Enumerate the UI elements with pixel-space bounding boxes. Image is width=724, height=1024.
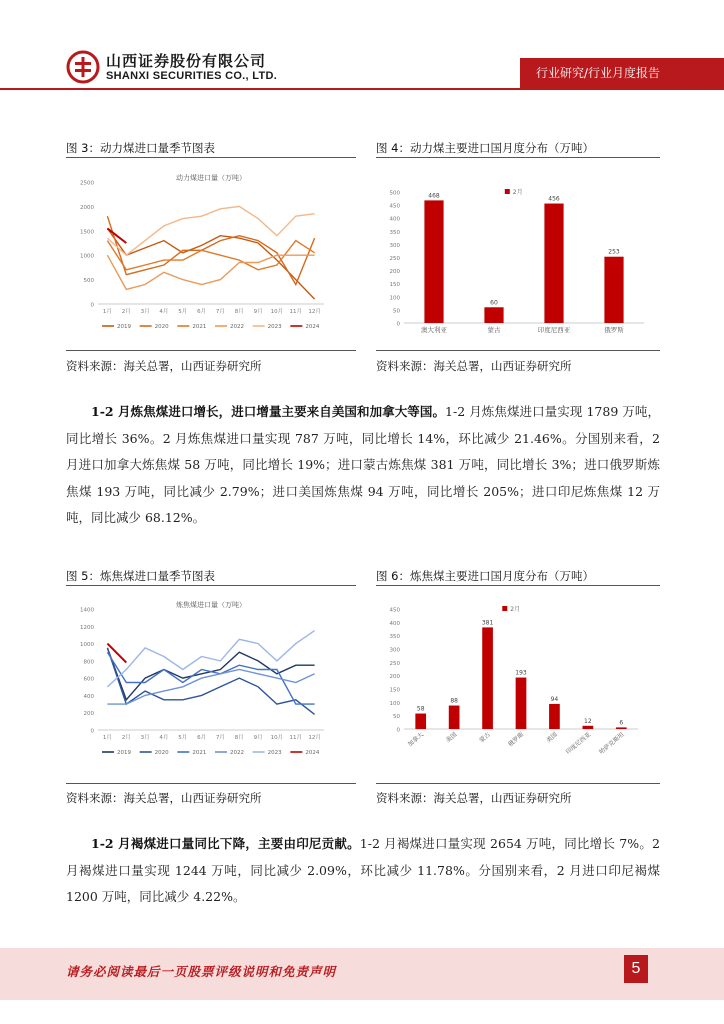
fig3-chart-title: 动力煤进口量（万吨）: [176, 174, 246, 182]
fig4-ytick-label: 100: [389, 295, 400, 302]
fig3-xtick-label: 4月: [159, 309, 169, 315]
fig6-legend-label: 2月: [510, 606, 521, 613]
fig4-category-label: 俄罗斯: [604, 326, 624, 334]
fig6-bar-value-label: 381: [481, 619, 494, 627]
fig4-ytick-label: 200: [389, 269, 400, 276]
fig3-ytick-label: 1000: [80, 253, 94, 260]
fig4-ytick-label: 450: [389, 203, 400, 210]
paragraph-coking-coal-lead: 1-2 月炼焦煤进口增长，进口增量主要来自美国和加拿大等国。: [91, 404, 446, 419]
fig3-source: 资料来源：海关总署，山西证券研究所: [66, 359, 262, 373]
fig6-bar: [549, 704, 560, 729]
fig3-ytick-label: 1500: [80, 229, 94, 236]
header-divider: [0, 88, 724, 90]
page-footer: [0, 948, 724, 1000]
fig6-bar-value-label: 6: [619, 719, 624, 727]
fig4-ytick-label: 350: [389, 229, 400, 236]
fig6-bar: [583, 726, 594, 729]
fig4-category-label: 澳大利亚: [421, 326, 447, 334]
fig4-bar: [424, 200, 443, 323]
fig5-xtick-label: 10月: [270, 735, 284, 741]
fig6-ytick-label: 100: [389, 700, 400, 707]
fig3-xtick-label: 6月: [197, 309, 207, 315]
company-name-en: SHANXI SECURITIES CO., LTD.: [106, 70, 278, 82]
fig4-bar: [484, 307, 503, 323]
fig4-category-label: 印度尼西亚: [537, 326, 571, 334]
company-logo-icon: [66, 50, 100, 84]
fig3-legend-label-2021: 2021: [192, 324, 207, 330]
fig5-legend-label-2024: 2024: [305, 750, 320, 756]
fig6-ytick-label: 400: [389, 620, 400, 627]
fig6-category-label: 美国: [444, 731, 459, 745]
fig3-series-line-2022: [107, 255, 314, 289]
fig3-ytick-label: 2500: [80, 180, 94, 187]
fig4-title-rule: [376, 157, 660, 158]
fig3-xtick-label: 11月: [289, 309, 302, 315]
fig6-bar-value-label: 12: [584, 717, 592, 725]
fig6-bar: [449, 706, 460, 729]
fig4-ytick-label: 300: [389, 242, 400, 249]
fig6-ytick-label: 250: [389, 660, 400, 667]
fig3-xtick-label: 3月: [140, 309, 150, 315]
fig5-legend-label-2022: 2022: [230, 750, 244, 756]
fig5-xtick-label: 6月: [197, 735, 207, 741]
fig3-xtick-label: 8月: [234, 309, 244, 315]
fig4-legend-swatch: [505, 189, 510, 194]
fig3-ytick-label: 500: [83, 278, 94, 285]
fig5-ytick-label: 200: [83, 711, 94, 718]
paragraph-lignite-lead: 1-2 月褐煤进口量同比下降，主要由印尼贡献。: [91, 836, 360, 851]
fig5-xtick-label: 12月: [308, 735, 321, 741]
fig6-category-label: 加拿大: [406, 731, 425, 749]
fig4-bar: [544, 204, 563, 323]
fig4-ytick-label: 50: [393, 308, 400, 315]
fig5-ytick-label: 600: [83, 676, 94, 683]
fig5-legend-label-2023: 2023: [267, 750, 282, 756]
paragraph-coking-coal-body: 1-2 月炼焦煤进口量实现 1789 万吨，同比增长 36%。2 月炼焦煤进口量实现 787 万吨，同比增长 14%，环比减少 21.46%。分国别来看，2 月进口加拿大炼焦煤 58 万吨，同比增长 19%；进口蒙古炼焦煤 381 万吨，同比增长 3%；进口俄罗斯炼焦煤 193 万吨，同比减少 2.79%；进口美国炼焦煤 94 万吨，同比增长 205%；进口印尼炼焦煤 12 万吨，同比减少 68.12%。: [66, 404, 660, 525]
fig6-category-label: 蒙古: [478, 731, 492, 745]
fig5-ytick-label: 800: [83, 659, 94, 666]
fig5-xtick-label: 9月: [253, 735, 263, 741]
fig3-legend-label-2023: 2023: [267, 324, 282, 330]
fig5-ytick-label: 1400: [80, 607, 94, 614]
fig4-bar-value-label: 456: [548, 195, 560, 203]
fig3-xtick-label: 5月: [178, 309, 188, 315]
company-name-cn: 山西证券股份有限公司: [106, 52, 267, 70]
fig6-ytick-label: 200: [389, 674, 400, 681]
fig6-bar: [482, 627, 493, 729]
fig5-series-line-2023: [107, 631, 314, 687]
fig4-ytick-label: 500: [389, 190, 400, 197]
fig6-category-label: 俄罗斯: [506, 731, 526, 749]
page-header: [0, 0, 724, 100]
fig4-title: 图 4：动力煤主要进口国月度分布（万吨）: [376, 141, 594, 155]
fig6-category-label: 美国: [545, 731, 559, 745]
fig5-title: 图 5：炼焦煤进口量季节图表: [66, 569, 215, 583]
fig3-xtick-label: 9月: [253, 309, 263, 315]
fig5-xtick-label: 1月: [102, 735, 112, 741]
fig6-source: 资料来源：海关总署，山西证券研究所: [376, 791, 572, 805]
fig6-bar: [616, 727, 627, 729]
fig5-title-rule: [66, 585, 356, 586]
fig5-xtick-label: 8月: [234, 735, 244, 741]
fig4-bar-value-label: 60: [490, 299, 498, 307]
fig6-category-label: 哈萨克斯坦: [598, 731, 626, 756]
fig5-legend-label-2021: 2021: [192, 750, 207, 756]
fig6-ytick-label: 50: [393, 714, 400, 721]
fig3-legend-label-2022: 2022: [230, 324, 244, 330]
fig6-bottom-rule: [376, 783, 660, 784]
fig6-ytick-label: 0: [396, 727, 400, 734]
fig6-ytick-label: 450: [389, 607, 400, 614]
report-type-label: 行业研究/行业月度报告: [520, 58, 724, 88]
fig6-bar-value-label: 193: [515, 669, 527, 677]
fig3-legend-label-2020: 2020: [154, 324, 169, 330]
fig4-bar-chart: [376, 165, 660, 345]
fig6-title-rule: [376, 585, 660, 586]
fig4-source: 资料来源：海关总署，山西证券研究所: [376, 359, 572, 373]
fig6-bar-chart: [376, 593, 660, 779]
fig6-bar: [415, 714, 426, 729]
fig3-ytick-label: 2000: [80, 204, 94, 211]
fig6-bar-value-label: 58: [416, 705, 425, 713]
fig4-bar-value-label: 253: [608, 248, 620, 256]
fig5-series-line-2024: [107, 644, 126, 663]
footer-disclaimer: 请务必阅读最后一页股票评级说明和免责声明: [66, 964, 337, 979]
fig4-legend-label: 2月: [512, 189, 523, 196]
fig3-legend-label-2019: 2019: [117, 324, 131, 330]
page-number: 5: [624, 955, 648, 983]
fig3-legend-label-2024: 2024: [305, 324, 320, 330]
fig5-ytick-label: 400: [83, 693, 94, 700]
fig5-line-chart: [66, 593, 356, 779]
fig5-ytick-label: 1200: [80, 624, 94, 631]
paragraph-coking-coal: [66, 399, 660, 532]
fig5-xtick-label: 11月: [289, 735, 302, 741]
fig5-xtick-label: 4月: [159, 735, 169, 741]
paragraph-lignite: [66, 831, 660, 911]
fig4-bar: [604, 257, 623, 323]
fig4-bottom-rule: [376, 350, 660, 351]
fig6-ytick-label: 350: [389, 634, 400, 641]
fig3-ytick-label: 0: [90, 302, 94, 309]
fig6-ytick-label: 150: [389, 687, 400, 694]
fig3-xtick-label: 10月: [270, 309, 284, 315]
fig4-ytick-label: 400: [389, 216, 400, 223]
fig6-title: 图 6：炼焦煤主要进口国月度分布（万吨）: [376, 569, 594, 583]
fig5-legend-label-2019: 2019: [117, 750, 131, 756]
fig6-bar-value-label: 88: [450, 697, 458, 705]
fig5-xtick-label: 3月: [140, 735, 150, 741]
fig5-ytick-label: 1000: [80, 642, 94, 649]
fig5-legend-label-2020: 2020: [154, 750, 169, 756]
fig4-ytick-label: 250: [389, 256, 400, 262]
fig4-bar-value-label: 468: [428, 192, 440, 200]
fig3-xtick-label: 12月: [308, 309, 321, 315]
fig5-bottom-rule: [66, 783, 356, 784]
paragraph-lignite-body: 1-2 月褐煤进口量实现 2654 万吨，同比增长 7%。2 月褐煤进口量实现 1244 万吨，同比减少 2.09%，环比减少 11.78%。分国别来看，2 月进口印尼褐煤 1200 万吨，同比减少 4.22%。: [66, 836, 660, 904]
fig3-xtick-label: 7月: [215, 309, 225, 315]
fig6-bar: [516, 678, 527, 729]
fig6-ytick-label: 300: [389, 647, 400, 654]
fig3-title-rule: [66, 157, 356, 158]
fig6-legend-swatch: [502, 606, 507, 611]
fig5-xtick-label: 7月: [215, 735, 225, 741]
fig6-bar-value-label: 94: [550, 695, 559, 703]
fig3-bottom-rule: [66, 350, 356, 351]
fig3-series-line-2023: [107, 206, 314, 255]
fig5-source: 资料来源：海关总署，山西证券研究所: [66, 791, 262, 805]
fig5-chart-title: 炼焦煤进口量（万吨）: [176, 601, 246, 609]
fig4-ytick-label: 150: [389, 282, 400, 289]
fig3-line-chart: [66, 165, 356, 345]
fig6-category-label: 印度尼西亚: [564, 731, 593, 756]
fig3-xtick-label: 2月: [121, 309, 131, 315]
fig5-ytick-label: 0: [90, 728, 94, 735]
fig3-xtick-label: 1月: [102, 309, 112, 315]
fig3-title: 图 3：动力煤进口量季节图表: [66, 141, 215, 155]
fig4-category-label: 蒙古: [487, 326, 501, 334]
fig5-xtick-label: 5月: [178, 735, 188, 741]
fig5-xtick-label: 2月: [121, 735, 131, 741]
fig4-ytick-label: 0: [396, 321, 400, 328]
